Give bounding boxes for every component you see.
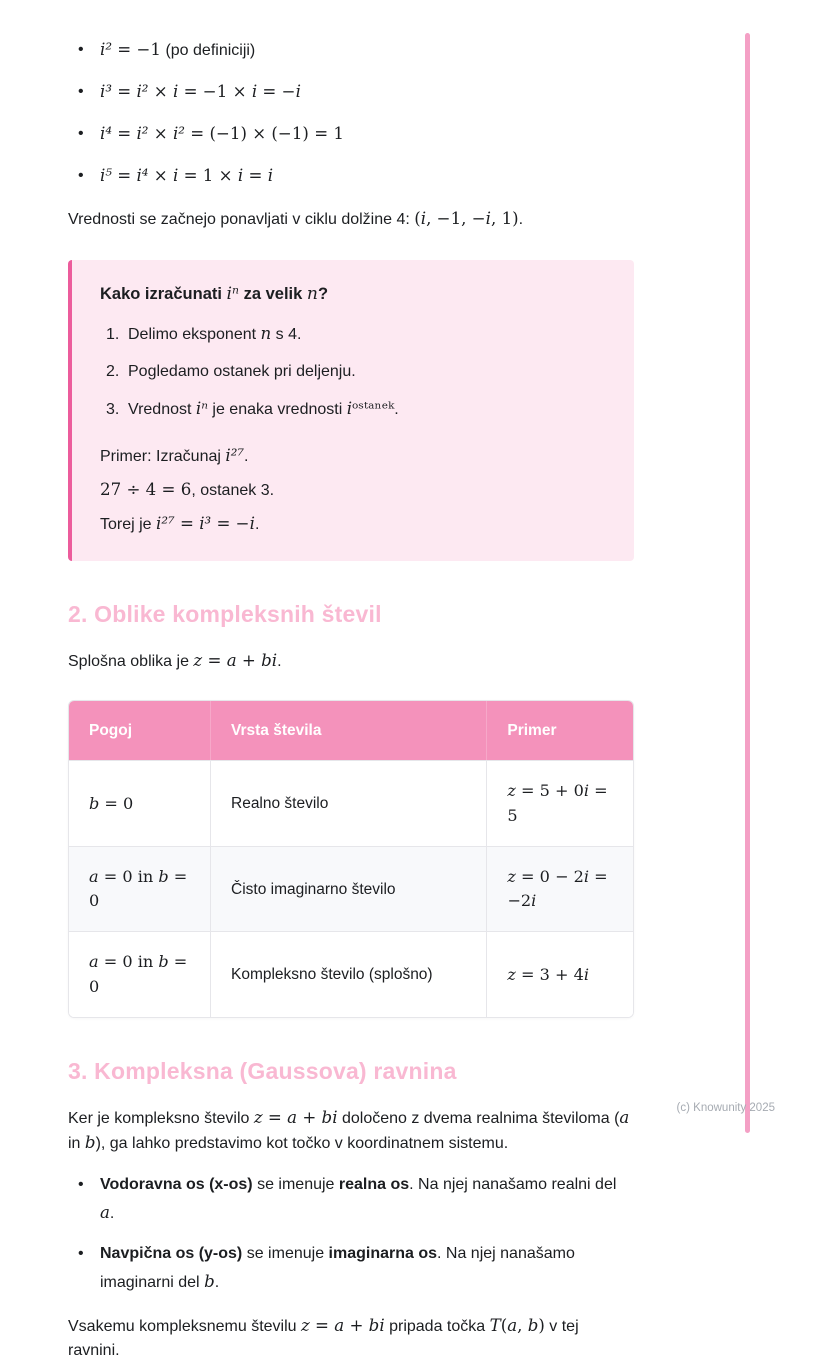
cell-pogoj: a = 0 in b = 0 [69,846,210,932]
cell-vrsta: Realno število [210,760,486,846]
list-item [78,38,634,63]
table-row [69,931,633,1017]
section-2-heading: 2. Oblike kompleksnih števil [68,600,382,627]
bullet-icon: • [78,41,84,58]
math-line: i⁴ = i² × i² = (−1) × (−1) = 1 [100,124,344,143]
col-header-primer: Primer [486,701,633,760]
example-line: Primer: Izračunaj i²⁷. [100,445,249,465]
col-header-vrsta: Vrsta števila [210,701,486,760]
callout-box [68,260,634,561]
bullet-icon: • [78,167,84,184]
callout-steps [100,322,606,422]
list-item [78,1241,634,1296]
gauss-intro-paragraph: Ker je kompleksno število z = a + bi določeno z dvema realnima številoma (a in b), ga lahko predstavimo kot točko v koordinatnem sistemu. [68,1108,630,1153]
bullet-icon: • [78,1176,84,1194]
callout-title: Kako izračunati iⁿ za velik n? [100,284,329,304]
bullet-icon: • [78,83,84,100]
step-item [106,322,606,347]
axes-list [68,1172,634,1296]
step-number: 1. [106,325,120,343]
general-form-paragraph: Splošna oblika je z = a + bi. [68,651,282,671]
step-item [106,360,606,384]
step-item [106,397,606,422]
copyright-footer: (c) Knowunity 2025 [676,1102,775,1114]
cell-vrsta: Kompleksno število (splošno) [210,931,486,1017]
forms-table [68,700,634,1018]
list-item [78,164,634,189]
step-text: Vrednost iⁿ je enaka vrednosti iᵒˢᵗᵃⁿᵉᵏ. [128,398,399,418]
step-number: 3. [106,400,120,418]
axis-line: Navpična os (y-os) se imenuje imaginarna os. Na njej nanašamo imaginarni del b. [100,1245,575,1291]
example-line: Torej je i²⁷ = i³ = −i. [100,513,260,533]
example-line: 27 ÷ 4 = 6, ostanek 3. [100,479,275,499]
cell-pogoj: b = 0 [69,760,210,846]
math-line: i³ = i² × i = −1 × i = −i [100,82,301,101]
col-header-pogoj: Pogoj [69,701,210,760]
bullet-icon: • [78,1245,84,1263]
cell-primer: z = 3 + 4i [486,931,633,1017]
table-row [69,760,633,846]
math-line: i⁵ = i⁴ × i = 1 × i = i [100,166,274,185]
document-content [68,28,634,1363]
list-item [78,1172,634,1227]
powers-of-i-list [68,38,634,189]
list-item [78,80,634,105]
step-text: Pogledamo ostanek pri deljenju. [128,362,356,380]
math-line: i² = −1 (po definiciji) [100,40,256,59]
step-text: Delimo eksponent n s 4. [128,323,302,343]
list-item [78,122,634,147]
cell-primer: z = 5 + 0i = 5 [486,760,633,846]
closing-paragraph: Vsakemu kompleksnemu številu z = a + bi pripada točka T(a, b) v tej ravnini. [68,1316,579,1360]
cell-vrsta: Čisto imaginarno število [210,846,486,932]
cell-primer: z = 0 − 2i = −2i [486,846,633,932]
bullet-icon: • [78,125,84,142]
table-row [69,846,633,932]
table-header-row [69,701,633,760]
axis-line: Vodoravna os (x-os) se imenuje realna os. Na njej nanašamo realni del a. [100,1176,617,1222]
cycle-paragraph: Vrednosti se začnejo ponavljati v ciklu dolžine 4: (i, −1, −i, 1). [68,209,524,228]
step-number: 2. [106,362,120,380]
section-3-heading: 3. Kompleksna (Gaussova) ravnina [68,1057,457,1084]
page-edge-accent [745,33,750,1133]
cell-pogoj: a = 0 in b = 0 [69,931,210,1017]
